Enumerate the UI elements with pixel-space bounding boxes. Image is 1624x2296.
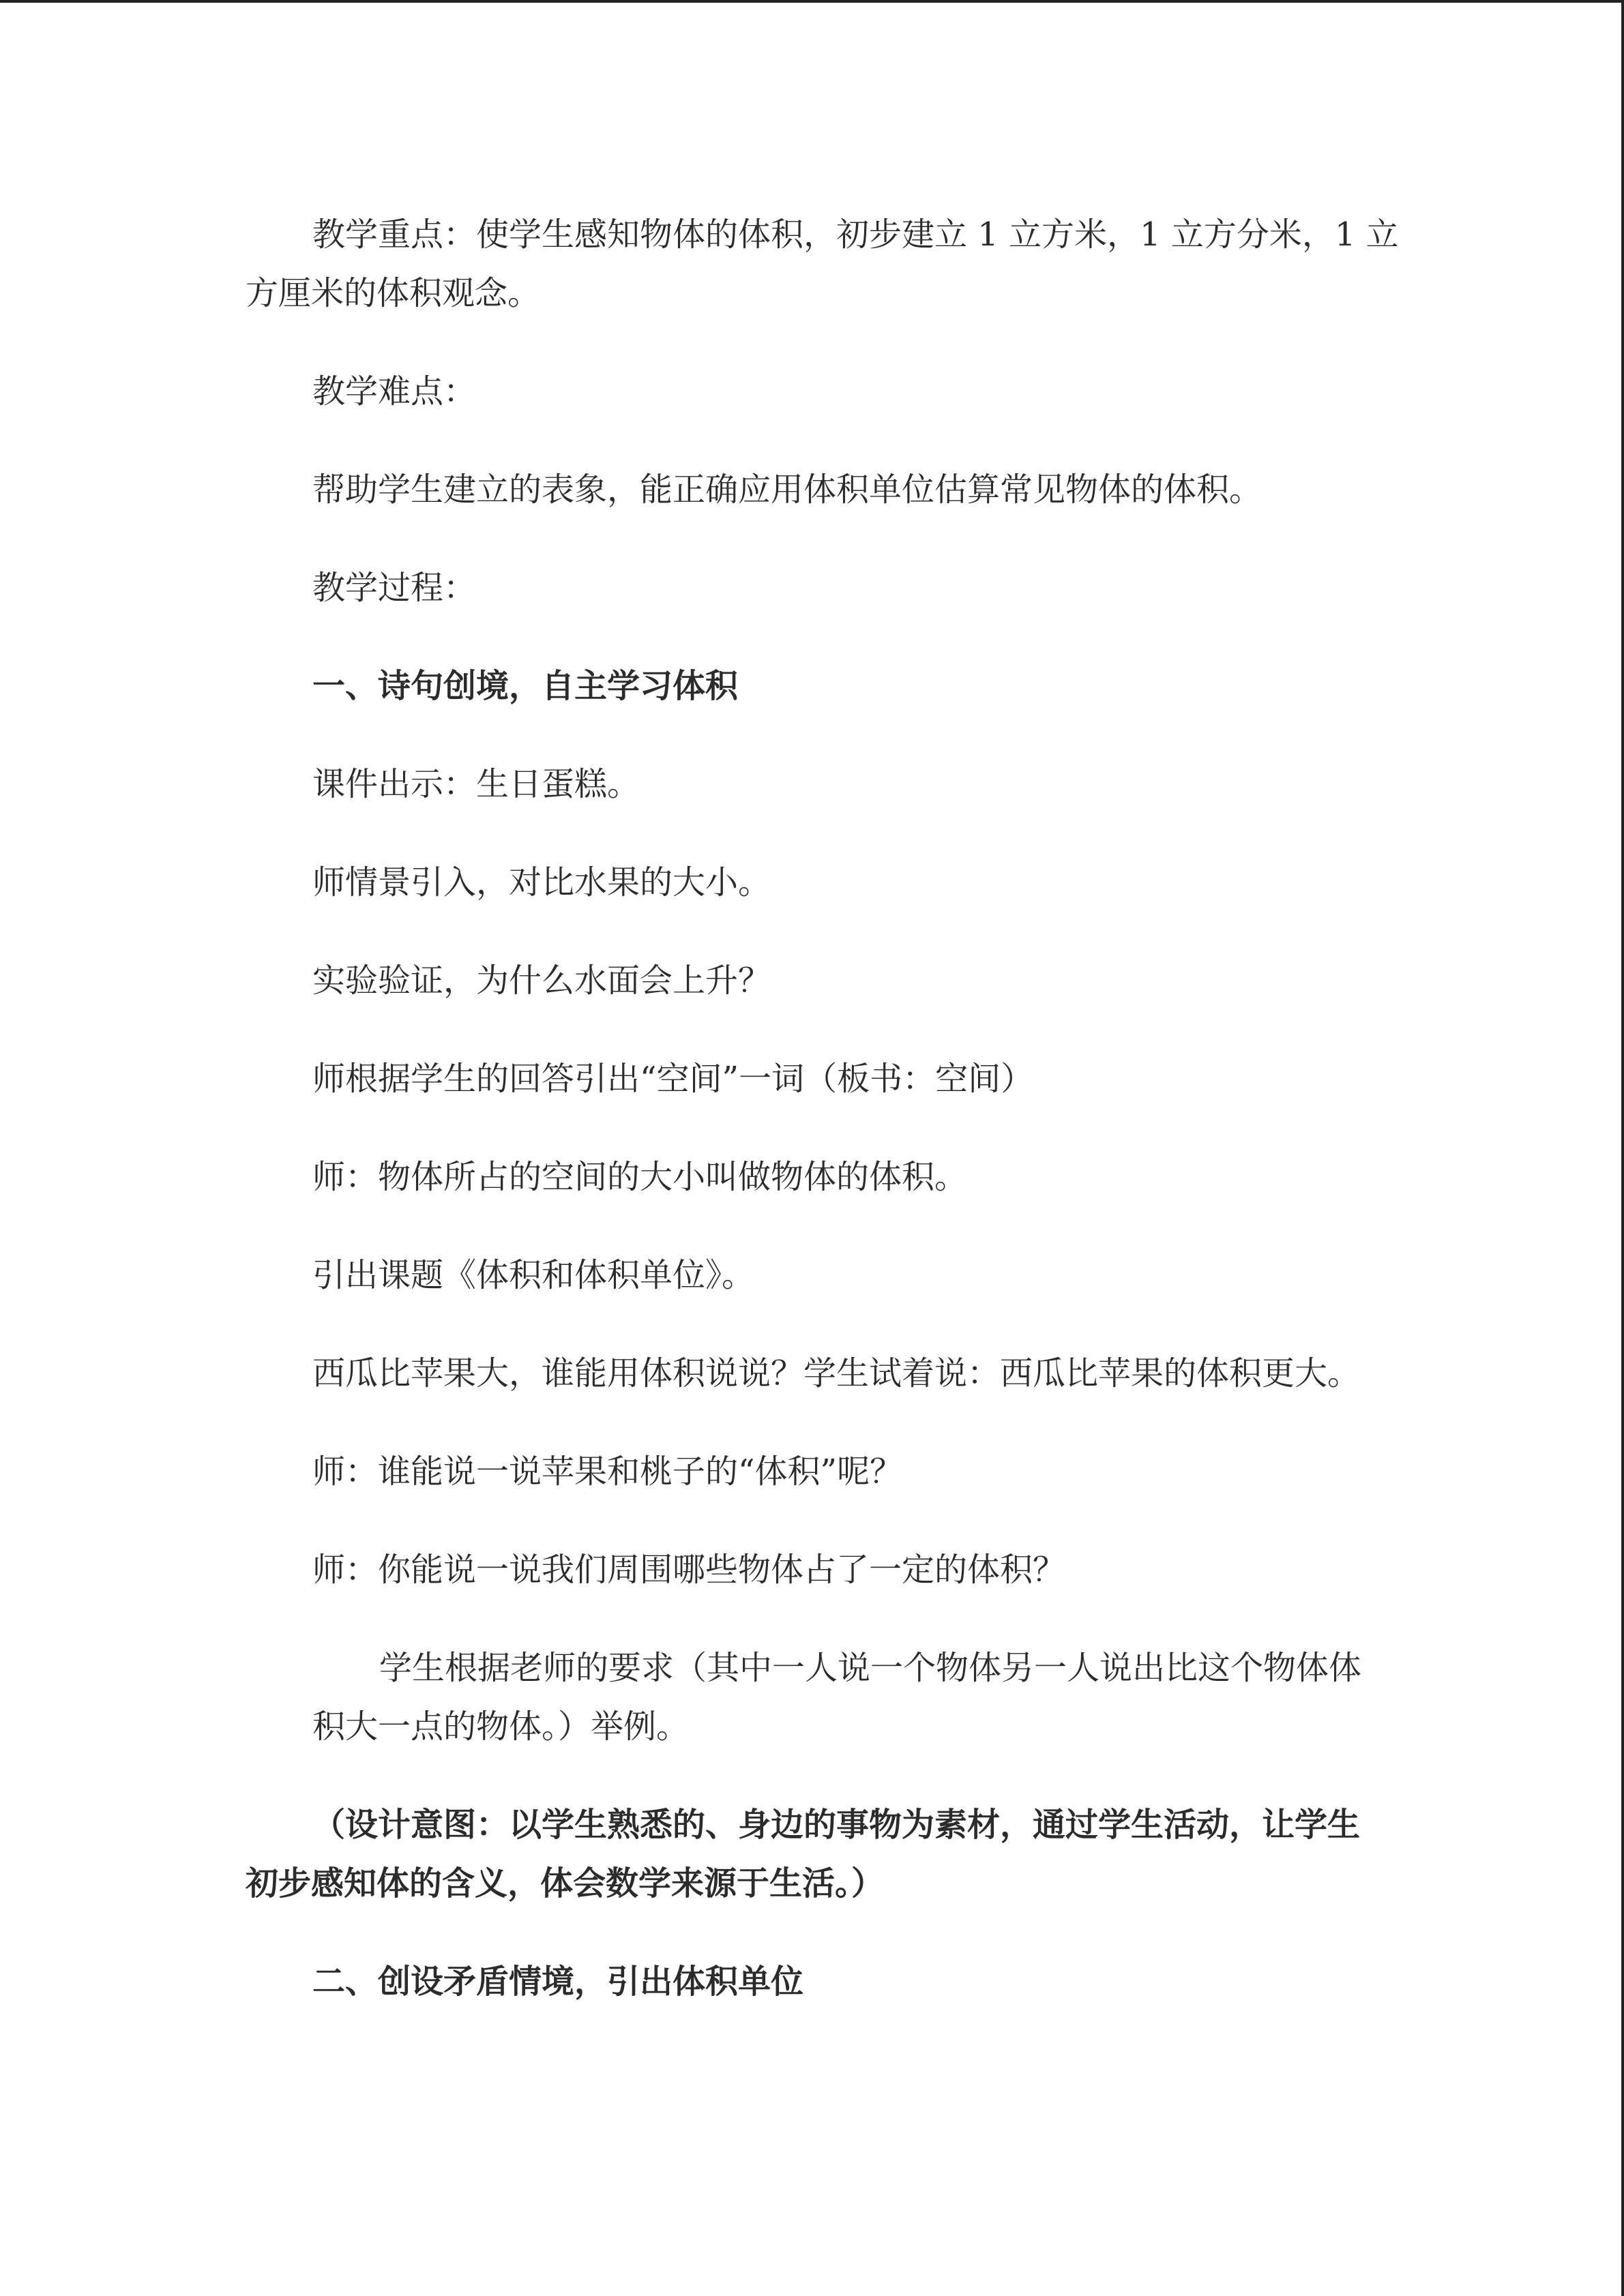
difficulty-text: 帮助学生建立的表象，能正确应用体积单位估算常见物体的体积。 xyxy=(312,471,1263,509)
paragraph-student-example-line-1: 学生根据老师的要求（其中一人说一个物体另一人说出比这个物体体 xyxy=(379,1649,1362,1687)
paragraph-surroundings: 师：你能说一说我们周围哪些物体占了一定的体积？ xyxy=(312,1551,1066,1589)
section-1-heading: 一、诗句创境，自主学习体积 xyxy=(312,667,739,705)
difficulty-heading: 教学难点： xyxy=(312,372,477,411)
section-2-heading: 二、创设矛盾情境，引出体积单位 xyxy=(312,1963,804,2001)
paragraph-experiment: 实验验证，为什么水面会上升？ xyxy=(312,961,771,1000)
design-intent-line-1: （设计意图：以学生熟悉的、身边的事物为素材，通过学生活动，让学生 xyxy=(312,1806,1361,1844)
paragraph-topic: 引出课题《体积和体积单位》。 xyxy=(312,1256,755,1294)
key-points-line-1: 教学重点：使学生感知物体的体积，初步建立 1 立方米，1 立方分米，1 立 xyxy=(312,215,1399,254)
paragraph-volume-definition: 师：物体所占的空间的大小叫做物体的体积。 xyxy=(312,1158,968,1196)
process-heading: 教学过程： xyxy=(312,569,477,607)
paragraph-space: 师根据学生的回答引出“空间”一词（板书：空间） xyxy=(312,1060,1034,1098)
design-intent-line-2: 初步感知体的含义，体会数学来源于生活。） xyxy=(246,1864,885,1903)
page-border-top xyxy=(0,0,1624,3)
paragraph-teacher-intro: 师情景引入，对比水果的大小。 xyxy=(312,863,771,901)
paragraph-courseware: 课件出示：生日蛋糕。 xyxy=(312,765,640,803)
paragraph-student-example-line-2: 积大一点的物体。）举例。 xyxy=(312,1708,690,1746)
paragraph-watermelon: 西瓜比苹果大，谁能用体积说说？学生试着说：西瓜比苹果的体积更大。 xyxy=(312,1354,1361,1392)
paragraph-apple-peach: 师：谁能说一说苹果和桃子的“体积”呢？ xyxy=(312,1452,903,1491)
page-border-right xyxy=(1621,0,1624,2296)
key-points-line-2: 方厘米的体积观念。 xyxy=(246,274,541,312)
